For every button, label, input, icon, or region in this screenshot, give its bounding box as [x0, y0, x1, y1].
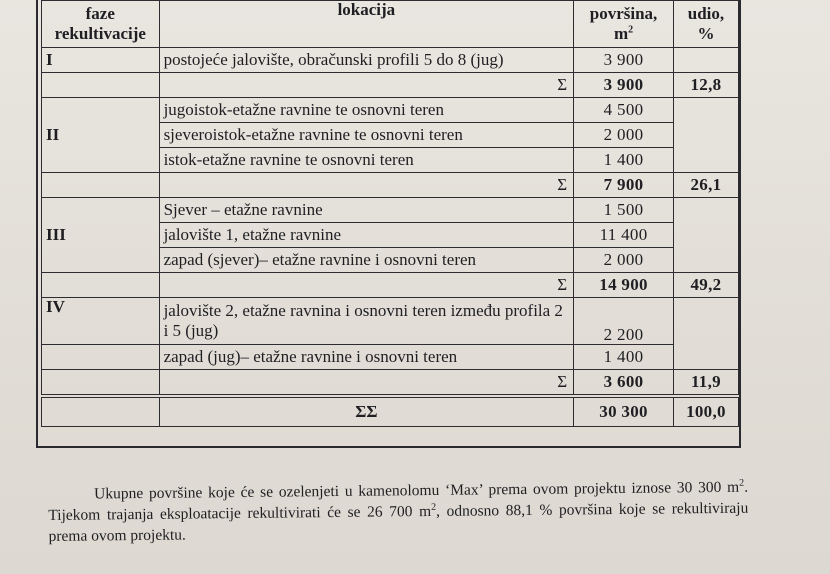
header-udio: udio, %: [673, 1, 738, 48]
lokacija-cell: istok-etažne ravnine te osnovni teren: [159, 148, 574, 173]
subtotal-row: [42, 273, 739, 298]
subtotal-povrsina: 14 900: [574, 273, 674, 298]
subtotal-udio: 12,8: [673, 73, 738, 98]
subtotal-povrsina: 7 900: [574, 173, 674, 198]
lokacija-cell: postojeće jalovište, obračunski profili 5 do 8 (jug): [159, 48, 574, 73]
lokacija-cell: zapad (jug)– etažne ravnine i osnovni teren: [159, 345, 574, 370]
empty-cell: [42, 73, 160, 98]
table-row: [42, 198, 739, 223]
faza-cell: II: [42, 98, 160, 173]
subtotal-row: [42, 370, 739, 397]
table-row: [42, 98, 739, 123]
subtotal-row: [42, 173, 739, 198]
empty-cell: [42, 345, 160, 370]
subtotal-udio: 26,1: [673, 173, 738, 198]
povrsina-cell: 1 400: [574, 345, 674, 370]
subtotal-povrsina: 3 600: [574, 370, 674, 397]
double-sigma-label: ΣΣ: [159, 396, 574, 427]
total-udio: 100,0: [673, 396, 738, 427]
povrsina-cell: 4 500: [574, 98, 674, 123]
povrsina-cell: 1 500: [574, 198, 674, 223]
header-lokacija: lokacija: [159, 1, 574, 48]
sigma-label: Σ: [159, 370, 574, 397]
subtotal-povrsina: 3 900: [574, 73, 674, 98]
povrsina-cell: 11 400: [574, 223, 674, 248]
lokacija-cell: zapad (sjever)– etažne ravnine i osnovni teren: [159, 248, 574, 273]
subtotal-row: [42, 73, 739, 98]
table-frame: [36, 0, 741, 448]
povrsina-cell: 2 200: [574, 298, 674, 345]
sigma-label: Σ: [159, 173, 574, 198]
faza-cell: III: [42, 198, 160, 273]
povrsina-cell: 3 900: [574, 48, 674, 73]
faza-cell: I: [42, 48, 160, 73]
table-row: [42, 48, 739, 73]
empty-cell: [42, 273, 160, 298]
lokacija-cell: Sjever – etažne ravnine: [159, 198, 574, 223]
empty-cell: [42, 173, 160, 198]
subtotal-udio: 49,2: [673, 273, 738, 298]
udio-cell: [673, 198, 738, 273]
udio-cell: [673, 298, 738, 370]
empty-cell: [42, 396, 160, 427]
header-faza: faze rekultivacije: [42, 1, 160, 48]
header-povrsina: površina, $m^2$: [574, 1, 674, 48]
table-row: [42, 345, 739, 370]
faza-cell: IV: [42, 298, 160, 345]
table-header-row: [42, 1, 739, 48]
rekultivacija-table: [41, 0, 739, 427]
povrsina-cell: 1 400: [574, 148, 674, 173]
subtotal-udio: 11,9: [673, 370, 738, 397]
lokacija-cell: jalovište 1, etažne ravnine: [159, 223, 574, 248]
summary-paragraph: Ukupne površine koje će se ozelenjeti u kamenolomu ‘Max’ prema ovom projektu iznose 30 300 $m^2$. Tijekom trajanja eksploatacije rekultivirati će se 26 700 $m^2$, odnosno 88,1 % površina koje se rekultiviraju prema ovom projektu.: [48, 477, 749, 545]
sigma-label: Σ: [159, 73, 574, 98]
total-povrsina: 30 300: [574, 396, 674, 427]
lokacija-cell: jugoistok-etažne ravnine te osnovni teren: [159, 98, 574, 123]
empty-cell: [42, 370, 160, 397]
grand-total-row: [42, 396, 739, 427]
lokacija-cell: jalovište 2, etažne ravnina i osnovni teren između profila 2 i 5 (jug): [159, 298, 574, 345]
povrsina-cell: 2 000: [574, 248, 674, 273]
povrsina-cell: 2 000: [574, 123, 674, 148]
table-row: [42, 298, 739, 345]
udio-cell: [673, 48, 738, 73]
lokacija-cell: sjeveroistok-etažne ravnine te osnovni teren: [159, 123, 574, 148]
udio-cell: [673, 98, 738, 173]
sigma-label: Σ: [159, 273, 574, 298]
